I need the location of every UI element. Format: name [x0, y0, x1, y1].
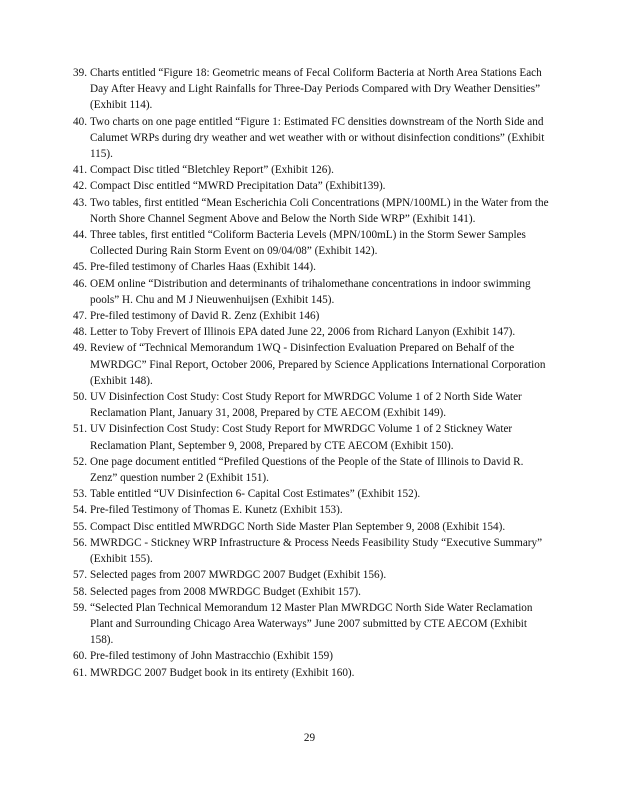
list-item-number: 53.	[73, 488, 87, 501]
list-item-text: Selected pages from 2008 MWRDGC Budget (Exhibit 157).	[90, 585, 361, 598]
list-item	[73, 324, 553, 340]
list-item-number: 55.	[73, 520, 87, 533]
list-item-text: Compact Disc titled “Bletchley Report” (Exhibit 126).	[90, 164, 334, 177]
list-item-text: Pre-filed testimony of Charles Haas (Exhibit 144).	[90, 261, 316, 274]
list-item	[73, 195, 553, 227]
list-item-number: 57.	[73, 569, 87, 582]
list-item	[73, 502, 553, 518]
list-item-number: 52.	[73, 455, 87, 468]
list-item	[73, 535, 553, 567]
list-item-number: 61.	[73, 666, 87, 679]
list-item	[73, 421, 553, 453]
list-item	[73, 454, 553, 486]
list-item	[73, 276, 553, 308]
list-item-number: 47.	[73, 310, 87, 323]
list-item	[73, 389, 553, 421]
list-item-text: MWRDGC 2007 Budget book in its entirety (Exhibit 160).	[90, 666, 355, 679]
list-item-number: 59.	[73, 601, 87, 614]
list-item-number: 45.	[73, 261, 87, 274]
list-item-number: 48.	[73, 326, 87, 339]
list-item-text: Pre-filed Testimony of Thomas E. Kunetz (Exhibit 153).	[90, 504, 343, 517]
list-item-text: OEM online “Distribution and determinants of trihalomethane concentrations in indoor swimming pools” H. Chu and M J Nieuwenhuijsen (Exhibit 145).	[90, 277, 531, 306]
list-item-text: Two tables, first entitled “Mean Escherichia Coli Concentrations (MPN/100ML) in the Water from the North Shore Channel Segment Above and Below the North Side WRP” (Exhibit 141).	[90, 196, 549, 225]
list-item-text: UV Disinfection Cost Study: Cost Study Report for MWRDGC Volume 1 of 2 North Side Water Reclamation Plant, January 31, 2008, Prepared by CTE AECOM (Exhibit 149).	[90, 391, 522, 420]
list-item	[73, 519, 553, 535]
list-item	[73, 486, 553, 502]
list-item-number: 60.	[73, 650, 87, 663]
list-item-text: One page document entitled “Prefiled Questions of the People of the State of Illinois to David R. Zenz” question number 2 (Exhibit 151).	[90, 455, 524, 485]
list-item-text: Table entitled “UV Disinfection 6- Capital Cost Estimates” (Exhibit 152).	[90, 488, 421, 501]
list-item-number: 40.	[73, 115, 87, 128]
list-item-text: Two charts on one page entitled “Figure 1: Estimated FC densities downstream of the North Side and Calumet WRPs during dry weather and wet weather with or without disinfection conditions” (Exhibit 115).	[90, 115, 545, 161]
list-item	[73, 114, 553, 163]
list-item	[73, 162, 553, 178]
list-item-text: Compact Disc entitled MWRDGC North Side Master Plan September 9, 2008 (Exhibit 154).	[90, 520, 506, 533]
list-item-text: “Selected Plan Technical Memorandum 12 Master Plan MWRDGC North Side Water Reclamation Plant and Surrounding Chicago Area Waterways” June 2007 submitted by CTE AECOM (Exhibit 158).	[90, 601, 533, 647]
list-item	[73, 584, 553, 600]
list-item	[73, 227, 553, 259]
list-item	[73, 665, 553, 681]
list-item-number: 39.	[73, 67, 87, 79]
list-item-number: 42.	[73, 180, 87, 193]
list-item-text: UV Disinfection Cost Study: Cost Study Report for MWRDGC Volume 1 of 2 Stickney Water Reclamation Plant, September 9, 2008, Prepared by CTE AECOM (Exhibit 150).	[90, 423, 513, 452]
list-item-number: 56.	[73, 536, 87, 549]
list-item-text: Pre-filed testimony of John Mastracchio (Exhibit 159)	[90, 650, 333, 663]
list-item-text: Pre-filed testimony of David R. Zenz (Exhibit 146)	[90, 310, 320, 323]
list-item-text: Review of “Technical Memorandum 1WQ - Disinfection Evaluation Prepared on Behalf of the MWRDGC” Final Report, October 2006, Prepared by Science Applications International Corporation (Exhibit 148).	[90, 342, 546, 387]
list-item-number: 58.	[73, 585, 87, 598]
list-item-number: 54.	[73, 504, 87, 517]
list-item	[73, 600, 553, 649]
exhibit-list	[73, 65, 553, 681]
list-item	[73, 178, 553, 194]
list-item-text: Letter to Toby Frevert of Illinois EPA dated June 22, 2006 from Richard Lanyon (Exhibit 147).	[90, 326, 516, 339]
page-number: 29	[303, 732, 316, 744]
list-item-text: Charts entitled “Figure 18: Geometric means of Fecal Coliform Bacteria at North Area Stations Each Day After Heavy and Light Rainfalls for Three-Day Periods Compared with Dry Weather Densities” (Exhibit 114).	[90, 67, 542, 112]
list-item-number: 49.	[73, 342, 87, 355]
list-item-text: Three tables, first entitled “Coliform Bacteria Levels (MPN/100mL) in the Storm Sewer Samples Collected During Rain Storm Event on 09/04/08” (Exhibit 142).	[90, 229, 526, 258]
list-item-text: Selected pages from 2007 MWRDGC 2007 Budget (Exhibit 156).	[90, 569, 387, 582]
list-item-number: 43.	[73, 196, 87, 209]
list-item-number: 44.	[73, 229, 87, 242]
list-item-number: 46.	[73, 277, 87, 290]
list-item-number: 50.	[73, 391, 87, 404]
list-item	[73, 259, 553, 275]
list-item	[73, 308, 553, 324]
list-item-number: 51.	[73, 423, 87, 436]
list-item-text: Compact Disc entitled “MWRD Precipitation Data” (Exhibit139).	[90, 180, 386, 193]
list-item-text: MWRDGC - Stickney WRP Infrastructure & Process Needs Feasibility Study “Executive Summary” (Exhibit 155).	[90, 536, 543, 566]
list-item	[73, 567, 553, 583]
list-item-number: 41.	[73, 164, 87, 177]
list-item	[73, 648, 553, 664]
list-item	[73, 340, 553, 389]
list-item	[73, 65, 553, 114]
